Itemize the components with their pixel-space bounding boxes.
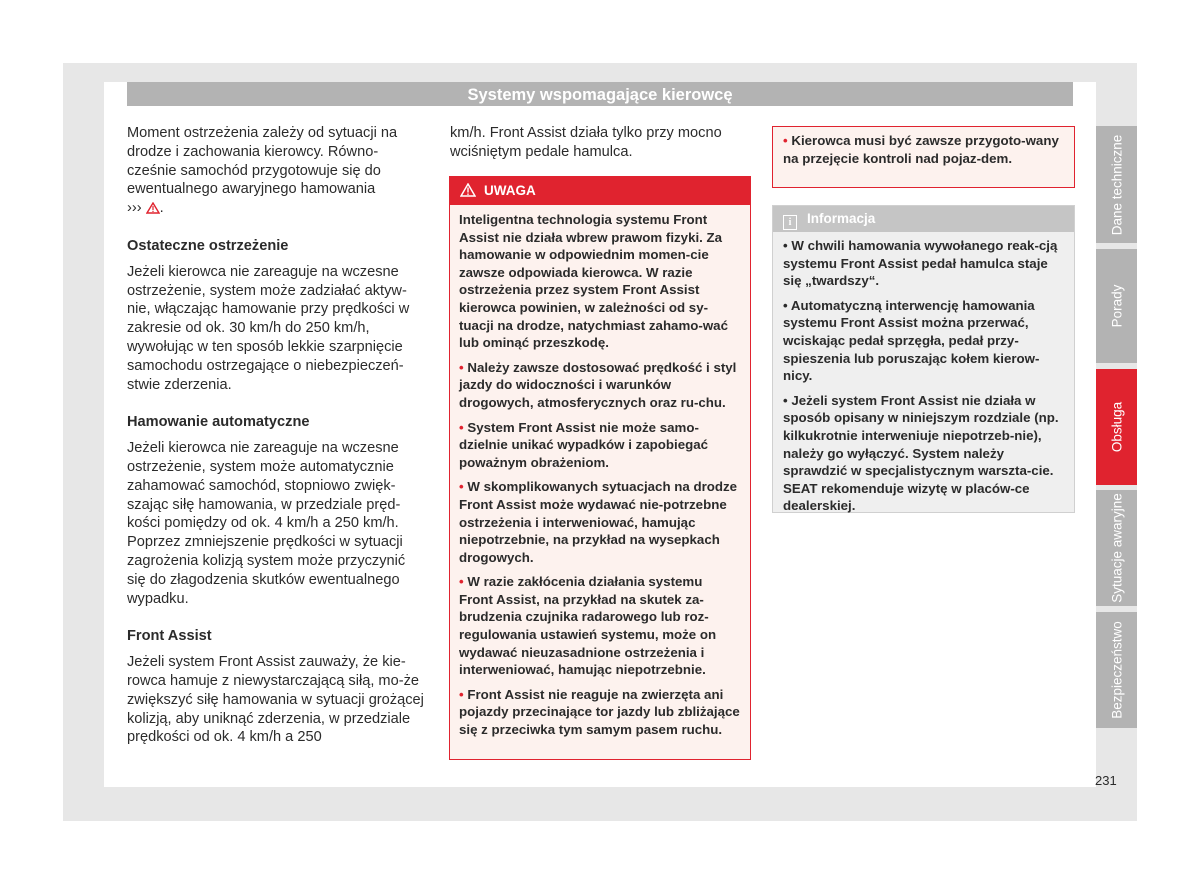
critical-warning-box [772,126,1075,188]
section-text-front-assist: Jeżeli system Front Assist zauważy, że kie-rowca hamuje z niewystarczającą siłą, mo-że zwiększyć siłę hamowania w sytuacji grożącej kolizją, aby uniknąć zderzenia, w przedziale prędkości od ok. 4 km/h a 250 [127,654,424,746]
warning-triangle-icon [146,202,160,214]
section-title-final-warning: Ostateczne ostrzeżenie [127,237,289,254]
side-tab-operation[interactable] [1096,369,1137,485]
continued-text: km/h. Front Assist działa tylko przy mocno wciśniętym pedale hamulca. [450,125,722,160]
left-column [127,124,427,747]
info-body [773,232,1074,515]
info-title: Informacja [807,211,876,226]
side-tab-tips[interactable] [1096,249,1137,363]
warning-bullet-text: W skomplikowanych sytuacjach na drodze Front Assist może wydawać nie-potrzebne ostrzeżenia i interweniować, hamując niepotrzebnie, na przykład na wysepkach drogowych. [459,479,738,565]
warning-bullet [459,359,740,412]
section-text-auto-braking: Jeżeli kierowca nie zareaguje na wczesne ostrzeżenie, system może automatycznie zahamować samochód, stopniowo zwięk-szając siłę hamowania, w przedziale pręd-kości pomiędzy od ok. 4 km/h a 250 km/h. Poprzez zmniejszenie prędkości w sytuacji zagrożenia kolizją system może przyczynić się do złagodzenia skutków ewentualnego wypadku. [127,440,406,607]
bullet-icon: • [459,419,464,435]
info-bullet: • Automatyczną interwencję hamowania systemu Front Assist można przerwać, wciskając pedał sprzęgła, pedał przy-spieszenia lub poruszając kołem kierow-nicy. [783,297,1040,384]
page-number: 231 [1095,773,1117,788]
info-bullet-text: Automatyczną interwencję hamowania systemu Front Assist można przerwać, wciskając pedał sprzęgła, pedał przy-spieszenia lub poruszając kołem kierow-nicy. [783,297,1040,384]
side-tab-label: Obsługa [1109,401,1124,453]
warning-bullet-text: System Front Assist nie może samo-dzielnie unikać wypadków i zapobiegać poważnym obrażeniom. [459,419,709,470]
bullet-icon: • [459,686,464,702]
warning-box [449,176,751,760]
section-title-front-assist: Front Assist [127,628,212,645]
bullet-icon: • [459,359,464,375]
side-tab-safety[interactable] [1096,612,1137,728]
side-tab-label: Sytuacje awaryjne [1109,493,1124,603]
side-tab-technical-data[interactable] [1096,126,1137,243]
warning-bullet [459,419,740,472]
side-tab-label: Porady [1109,284,1124,328]
section-title-auto-braking: Hamowanie automatyczne [127,414,310,431]
cross-reference-arrows: ››› [127,200,142,217]
middle-column-text [450,124,750,162]
side-tab-emergencies[interactable] [1096,490,1137,606]
section-text-final-warning: Jeżeli kierowca nie zareaguje na wczesne ostrzeżenie, system może zadziałać aktyw-nie, włączając hamowanie przy prędkości w zakresie od ok. 30 km/h do 250 km/h, wywołując w ten sposób lekkie szarpnięcie samochodu ostrzegające o niebezpieczeń-stwie zderzenia. [127,263,410,393]
warning-bullet-text: Front Assist nie reaguje na zwierzęta ani pojazdy przecinające tor jazdy lub zbliżające się z przeciwka tym samym pasem ruchu. [459,686,740,738]
intro-text: Moment ostrzeżenia zależy od sytuacji na drodze i zachowania kierowcy. Równo-cześnie samochód przygotowuje się do ewentualnego awaryjnego hamowania [127,125,398,198]
warning-intro: Inteligentna technologia systemu Front Assist nie działa wbrew prawom fizyki. Za hamowanie w odpowiednim momen-cie zawsze odpowiada kierowca. W razie ostrzeżenia przez system Front Assist kierowca powinien, w zależności od sy-tuacji na drodze, natychmiast zahamo-wać lub ominąć przeszkodę. [459,212,728,351]
info-header [773,206,1074,232]
intro-paragraph: Moment ostrzeżenia zależy od sytuacji na drodze i zachowania kierowcy. Równo-cześnie samochód przygotowuje się do ewentualnego awaryjnego hamowania ››› . [127,125,398,217]
critical-text: Kierowca musi być zawsze przygoto-wany na przejęcie kontroli nad pojaz-dem. [783,133,1059,166]
bullet-icon: • [459,574,464,590]
warning-body [450,205,750,739]
warning-title: UWAGA [484,183,536,198]
info-bullet: • W chwili hamowania wywołanego reak-cją systemu Front Assist pedał hamulca staje się „twardszy“. [783,238,1058,289]
warning-triangle-icon [460,183,476,197]
info-bullet-text: W chwili hamowania wywołanego reak-cją systemu Front Assist pedał hamulca staje się „twardszy“. [783,238,1058,289]
side-tab-label: Bezpieczeństwo [1109,621,1124,719]
info-icon: i [783,215,797,230]
warning-header [450,177,750,205]
bullet-icon: • [459,479,464,495]
bullet-icon: • [783,133,788,148]
chapter-header: Systemy wspomagające kierowcę [127,82,1073,106]
info-bullet-text: Jeżeli system Front Assist nie działa w sposób opisany w niniejszym rozdziale (np. kilkukrotnie interweniuje niepotrzeb-nie), należy go wyłączyć. System należy sprawdzić w specjalistycznym warszta-cie. SEAT rekomenduje wizytę w placów-ce dealerskiej. [783,392,1059,514]
warning-bullet-text: W razie zakłócenia działania systemu Front Assist, na przykład na skutek za-brudzenia czujnika radarowego lub roz-regulowania ustawień systemu, może on wydawać nieuzasadnione ostrzeżenia i interweniować, hamując niepotrzebnie. [459,574,717,678]
warning-bullet [459,573,740,679]
warning-bullet [459,478,740,566]
warning-bullet-text: Należy zawsze dostosować prędkość i styl jazdy do widoczności i warunków drogowych, atmosferycznych oraz ru-chu. [459,359,737,410]
side-tab-label: Dane techniczne [1109,134,1124,235]
info-box [772,205,1075,513]
info-bullet: • Jeżeli system Front Assist nie działa w sposób opisany w niniejszym rozdziale (np. kilkukrotnie interweniuje niepotrzeb-nie), należy go wyłączyć. System należy sprawdzić w specjalistycznym warszta-cie. SEAT rekomenduje wizytę w placów-ce dealerskiej. [783,392,1059,514]
warning-bullet [459,686,740,739]
